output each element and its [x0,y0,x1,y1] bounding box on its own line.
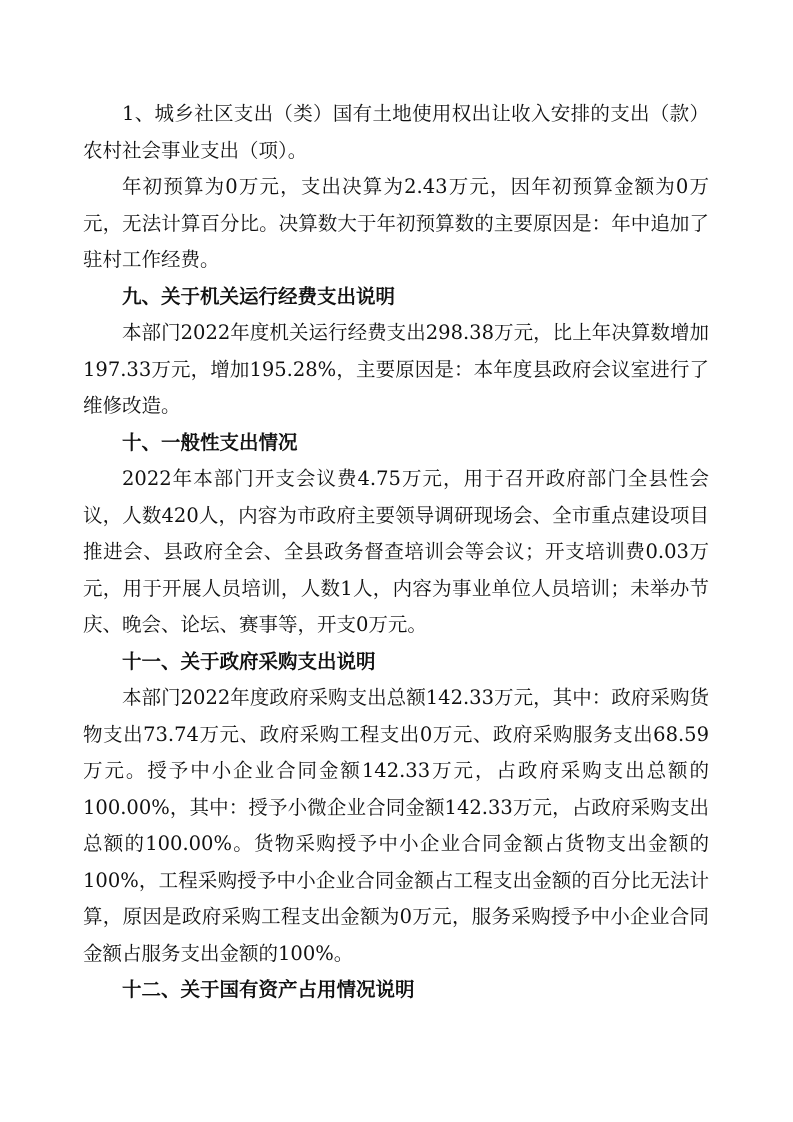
section11-heading: 十一、关于政府采购支出说明 [122,649,376,673]
section12-heading: 十二、关于国有资产占用情况说明 [122,978,415,1001]
section9-body: 本部门2022年度机关运行经费支出298.38万元，比上年决算数增加197.33万元，增加195.28%，主要原因是：本年度县政府会议室进行了维修改造。 [83,321,709,417]
section10-heading: 十、一般性支出情况 [122,430,298,454]
paragraph-item1: 1、城乡社区支出（类）国有土地使用权出让收入安排的支出（款）农村社会事业支出（项）。 [83,102,709,162]
document-body [83,96,709,1009]
section9-heading: 九、关于机关运行经费支出说明 [122,284,396,308]
paragraph-item1-detail: 年初预算为0万元，支出决算为2.43万元，因年初预算金额为0万元，无法计算百分比。决算数大于年初预算数的主要原因是：年中追加了驻村工作经费。 [83,175,709,271]
section10-body: 2022年本部门开支会议费4.75万元，用于召开政府部门全县性会议，人数420人，内容为市政府主要领导调研现场会、全市重点建设项目推进会、县政府全会、全县政务督查培训会等会议；开支培训费0.03万元，用于开展人员培训，人数1人，内容为事业单位人员培训；未举办节庆、晚会、论坛、赛事等，开支0万元。 [83,467,709,636]
section11-body: 本部门2022年度政府采购支出总额142.33万元，其中：政府采购货物支出73.74万元、政府采购工程支出0万元、政府采购服务支出68.59万元。授予中小企业合同金额142.33万元，占政府采购支出总额的100.00%，其中：授予小微企业合同金额142.33万元，占政府采购支出总额的100.00%。货物采购授予中小企业合同金额占货物支出金额的100%，工程采购授予中小企业合同金额占工程支出金额的百分比无法计算，原因是政府采购工程支出金额为0万元，服务采购授予中小企业合同金额占服务支出金额的100%。 [83,686,709,965]
